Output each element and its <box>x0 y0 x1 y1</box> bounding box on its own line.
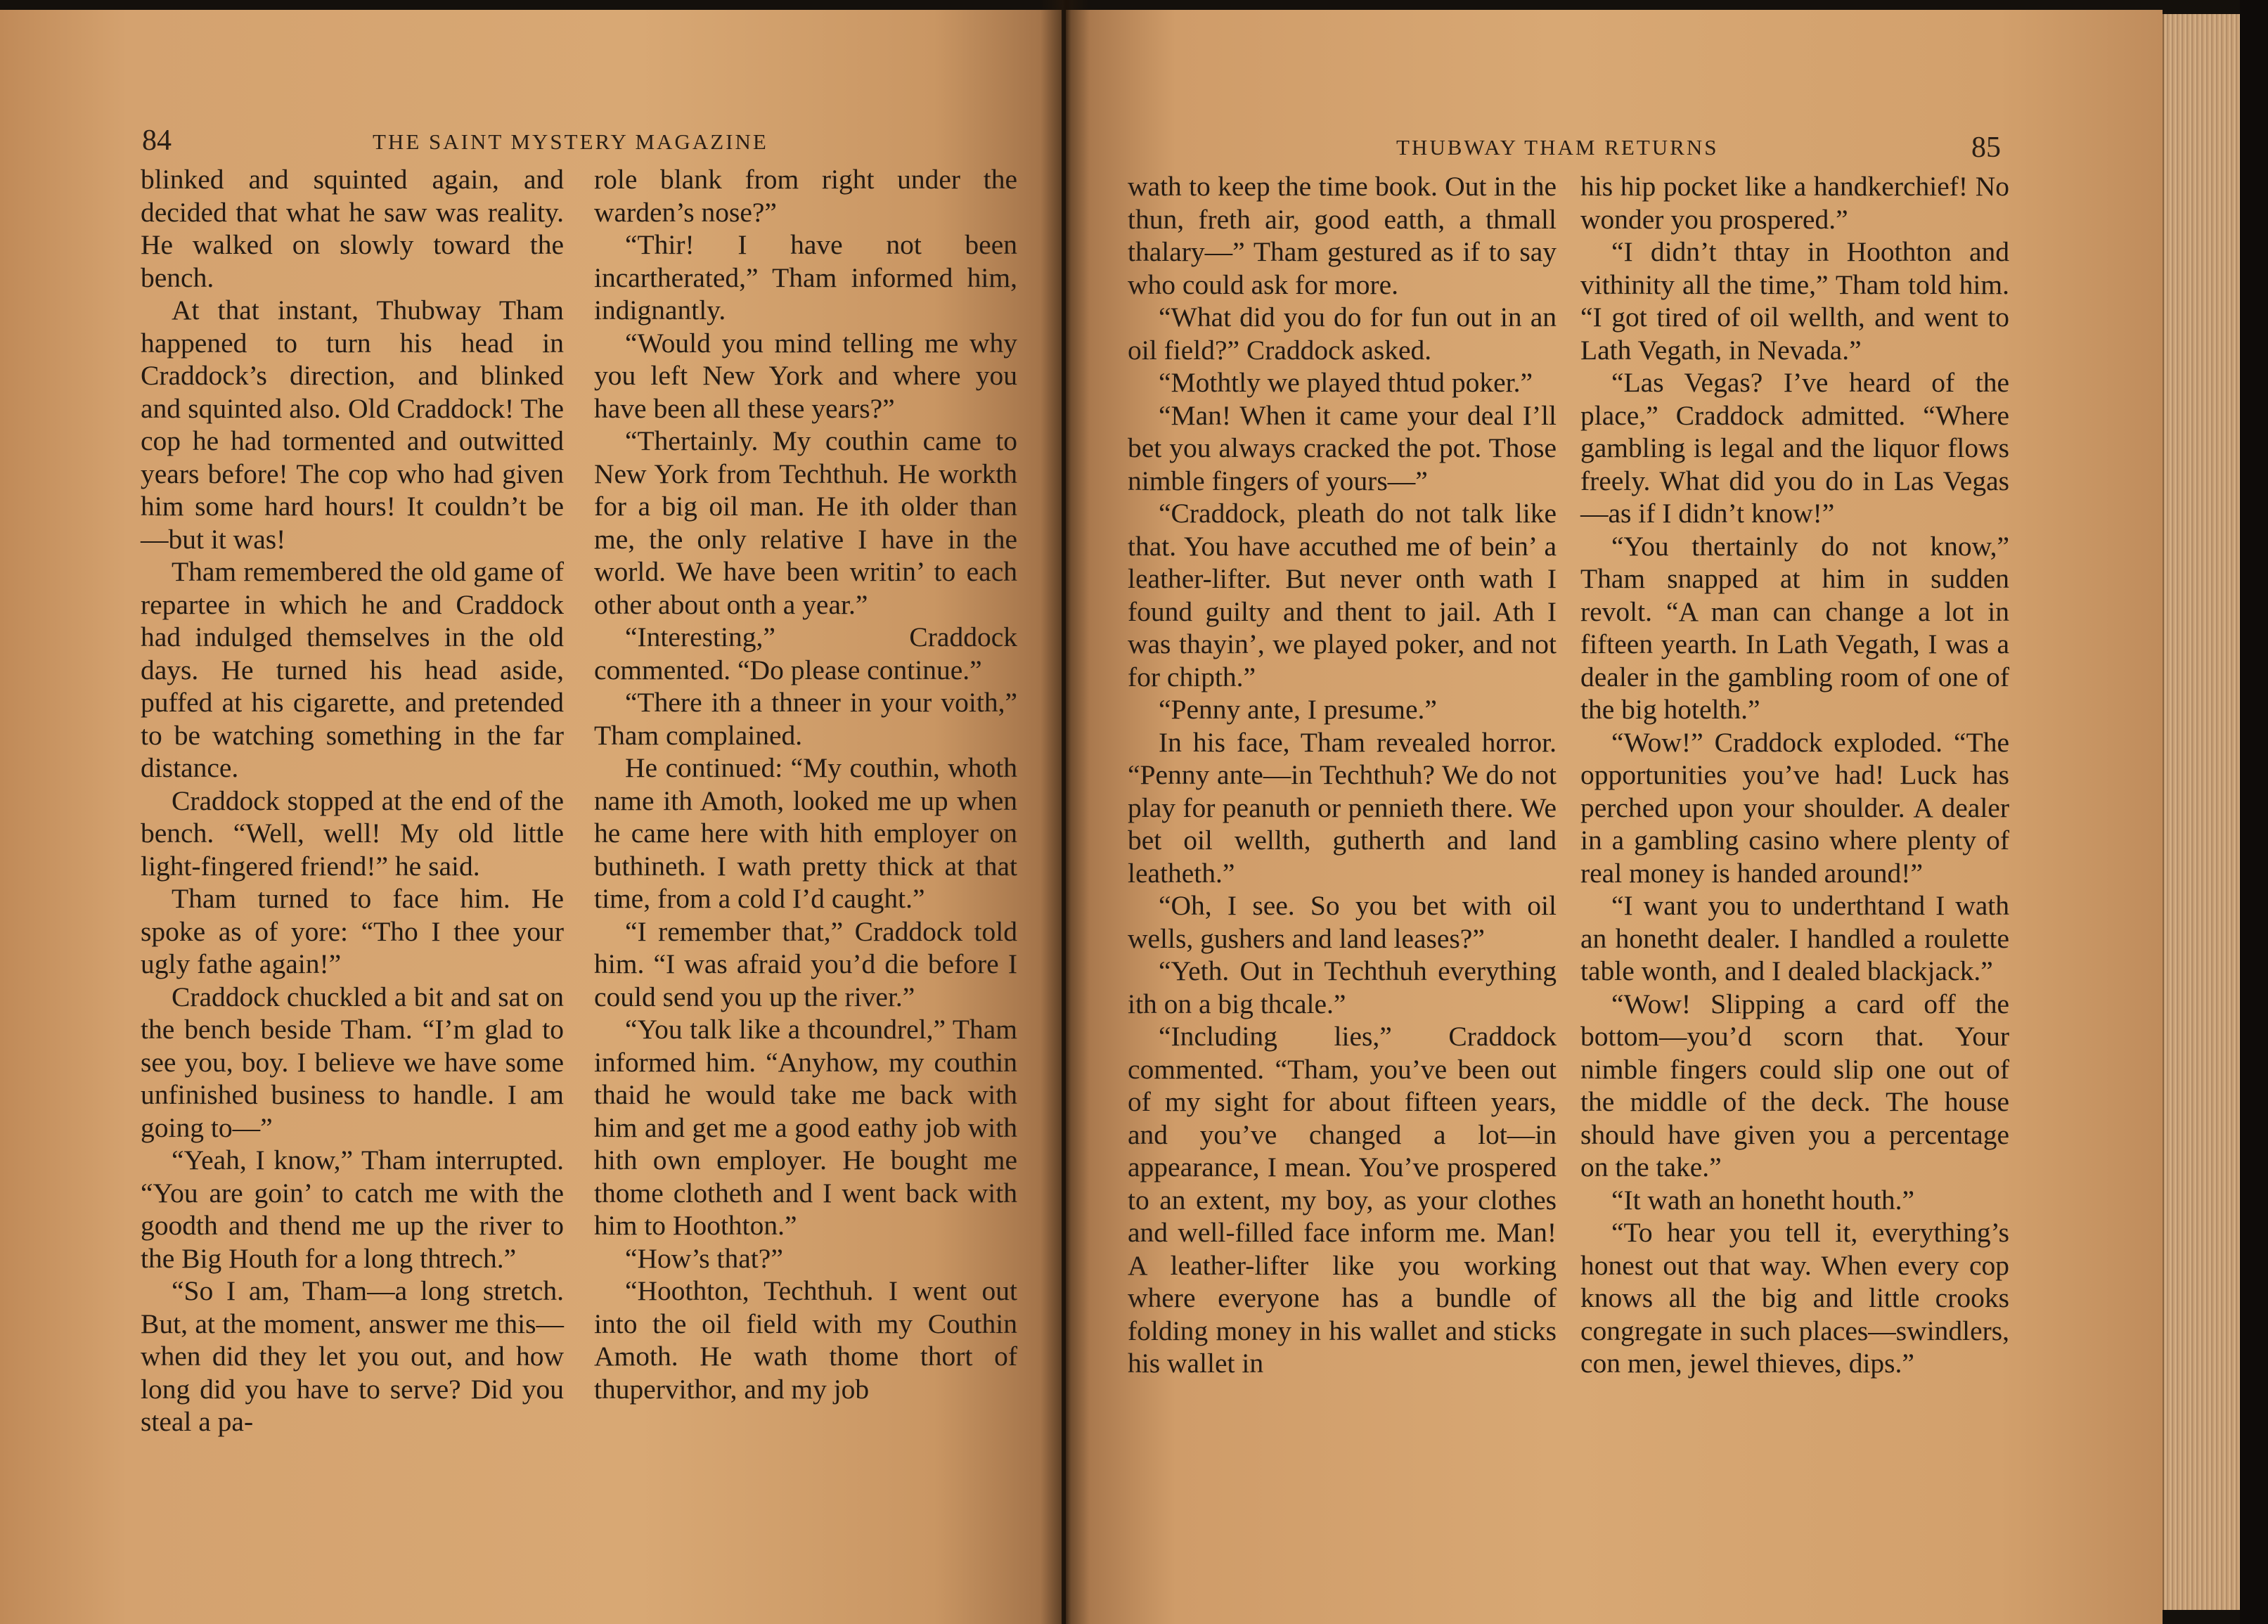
right-page <box>1066 10 2163 1624</box>
paragraph: “Wow! Slipping a card off the bottom—you’d scorn that. Your nimble fingers could slip one out of the middle of the deck. The house should have given you a percentage on the take.” <box>1580 988 2009 1182</box>
paragraph: He continued: “My couthin, whoth name ith Amoth, looked me up when he came here with hith employer on buthineth. I wath pretty thick at that time, from a cold I’d caught.” <box>594 752 1017 914</box>
paragraph: Craddock chuckled a bit and sat on the bench beside Tham. “I’m glad to see you, boy. I believe we have some unfinished business to handle. I am going to—” <box>141 981 564 1143</box>
paragraph: “How’s that?” <box>625 1242 783 1274</box>
paragraph: “Would you mind telling me why you left New York and where you have been all these years?” <box>594 327 1017 424</box>
paragraph: “I remember that,” Craddock told him. “I was afraid you’d die before I could send you up the river.” <box>594 915 1017 1012</box>
left-column-2 <box>594 163 1017 1405</box>
paragraph: “Hoothton, Techthuh. I went out into the oil field with my Couthin Amoth. He wath thome thort of thupervithor, and my job <box>594 1275 1017 1405</box>
paragraph: “Oh, I see. So you bet with oil wells, gushers and land leases?” <box>1128 890 1557 954</box>
right-column-2 <box>1580 170 2009 1380</box>
paragraph: Tham turned to face him. He spoke as of yore: “Tho I thee your ugly fathe again!” <box>141 883 564 979</box>
page-edges <box>2163 14 2241 1610</box>
paragraph: “Penny ante, I presume.” <box>1159 694 1437 725</box>
paragraph: “It wath an honetht houth.” <box>1611 1184 1915 1216</box>
paragraph: “You thertainly do not know,” Tham snapped at him in sudden revolt. “A man can change a lot in fifteen yearth. In Lath Vegath, I was a dealer in the gambling room of one of the big hotelth.” <box>1580 530 2009 725</box>
paragraph: “Thertainly. My couthin came to New York from Techthuh. He workth for a big oil man. He ith older than me, the only relative I have in the world. We have been writin’ to each other about onth a year.” <box>594 425 1017 620</box>
paragraph: Craddock stopped at the end of the bench. “Well, well! My old little light-fingered friend!” he said. <box>141 785 564 882</box>
paragraph: “So I am, Tham—a long stretch. But, at the moment, answer me this—when did they let you out, and how long did you have to serve? Did you steal a pa- <box>141 1275 564 1437</box>
paragraph: At that instant, Thubway Tham happened to turn his head in Craddock’s direction, and blinked and squinted also. Old Craddock! The cop he had tormented and outwitted years before! The cop who had given him some hard hours! It couldn’t be—but it was! <box>141 295 564 555</box>
paragraph: wath to keep the time book. Out in the thun, freth air, good eatth, a thmall thalary—” Tham gestured as if to say who could ask for more. <box>1128 171 1557 300</box>
paragraph: In his face, Tham revealed horror. “Penny ante—in Techthuh? We do not play for peanuth or pennieth there. We bet oil wellth, gutherth and land leatheth.” <box>1128 726 1557 889</box>
background-edge <box>2240 0 2268 1624</box>
paragraph: “Interesting,” Craddock commented. “Do please continue.” <box>594 621 1017 685</box>
right-column-1 <box>1128 170 1557 1380</box>
left-page <box>0 10 1062 1624</box>
paragraph: “Man! When it came your deal I’ll bet you always cracked the pot. Those nimble fingers of yours—” <box>1128 399 1557 496</box>
left-column-1 <box>141 163 564 1438</box>
paragraph: “Las Vegas? I’ve heard of the place,” Craddock admitted. “Where gambling is legal and the liquor flows freely. What did you do in Las Vegas—as if I didn’t know!” <box>1580 367 2009 529</box>
left-running-head: THE SAINT MYSTERY MAGAZINE <box>373 129 768 154</box>
right-page-number: 85 <box>1971 131 2001 164</box>
paragraph: “Yeth. Out in Techthuh everything ith on a big thcale.” <box>1128 955 1557 1019</box>
paragraph: “Thir! I have not been incartherated,” Tham informed him, indignantly. <box>594 229 1017 326</box>
paragraph: “Wow!” Craddock exploded. “The opportunities you’ve had! Luck has perched upon your shoulder. A dealer in a gambling casino where plenty of real money is handed around!” <box>1580 726 2009 889</box>
left-page-number: 84 <box>142 124 172 157</box>
paragraph: “Craddock, pleath do not talk like that. You have accuthed me of bein’ a leather-lifter. But never onth wath I found guilty and thent to jail. Ath I was thayin’, we played poker, and not for chipth.” <box>1128 498 1557 692</box>
paragraph: “I didn’t thtay in Hoothton and vithinity all the time,” Tham told him. “I got tired of oil wellth, and went to Lath Vegath, in Nevada.” <box>1580 236 2009 366</box>
paragraph: “I want you to underthtand I wath an honetht dealer. I handled a roulette table wonth, and I dealed blackjack.” <box>1580 890 2009 986</box>
right-running-head: THUBWAY THAM RETURNS <box>1396 135 1719 160</box>
book-gutter <box>1040 0 1090 1624</box>
paragraph: blinked and squinted again, and decided that what he saw was reality. He walked on slowly toward the bench. <box>141 164 564 293</box>
paragraph: “Mothtly we played thtud poker.” <box>1159 367 1533 398</box>
paragraph: his hip pocket like a handkerchief! No wonder you prospered.” <box>1580 171 2009 235</box>
paragraph: “Yeah, I know,” Tham interrupted. “You are goin’ to catch me with the goodth and thend me up the river to the Big Houth for a long thtrech.” <box>141 1145 564 1274</box>
paragraph: “What did you do for fun out in an oil field?” Craddock asked. <box>1128 302 1557 366</box>
paragraph: “Including lies,” Craddock commented. “Tham, you’ve been out of my sight for about fifteen years, and you’ve changed a lot—in appearance, I mean. You’ve prospered to an extent, my boy, as your clothes and well-filled face inform me. Man! A leather-lifter like you working where everyone has a bundle of folding money in his wallet and sticks his wallet in <box>1128 1021 1557 1379</box>
paragraph: “You talk like a thcoundrel,” Tham informed him. “Anyhow, my couthin thaid he would take me back with him and get me a good eathy job with hith own employer. He bought me thome clotheth and I went back with him to Hoothton.” <box>594 1014 1017 1241</box>
paragraph: “There ith a thneer in your voith,” Tham complained. <box>594 687 1017 751</box>
paragraph: role blank from right under the warden’s nose?” <box>594 164 1017 228</box>
paragraph: Tham remembered the old game of repartee in which he and Craddock had indulged themselves in the old days. He turned his head aside, puffed at his cigarette, and pretended to be watching something in the far distance. <box>141 556 564 783</box>
paragraph: “To hear you tell it, everything’s honest out that way. When every cop knows all the big and little crooks congregate in such places—swindlers, con men, jewel thieves, dips.” <box>1580 1217 2009 1379</box>
